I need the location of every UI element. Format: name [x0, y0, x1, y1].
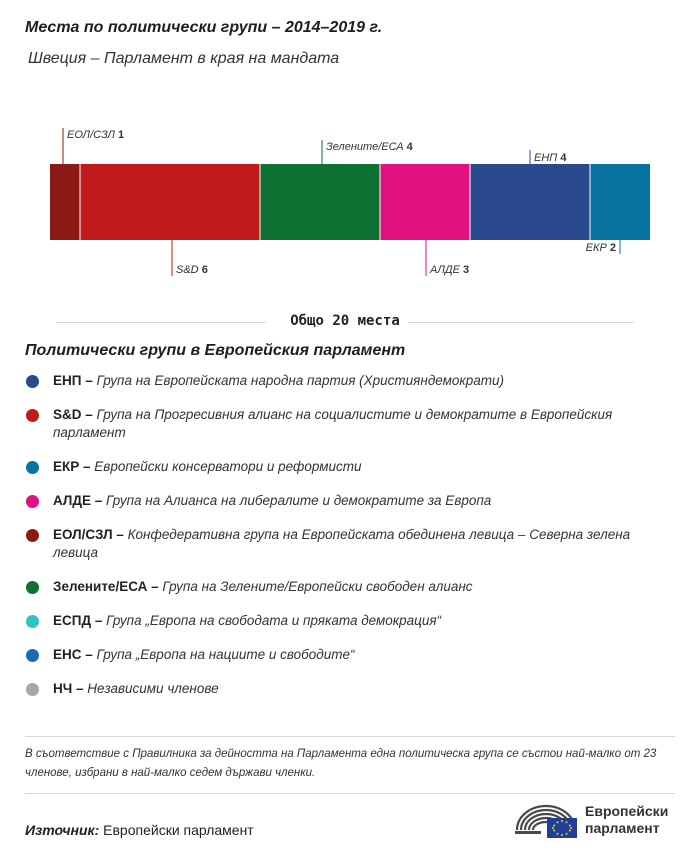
- segment-label-value: 3: [463, 264, 470, 276]
- footnote: В съответствие с Правилника за дейността на Парламента една политическа група се състои най-малко от 23 членове, избрани в най-малко седем държави членки.: [25, 748, 657, 779]
- segment-label-1: [176, 264, 208, 276]
- segment-label-name: ЕОЛ/СЗЛ: [67, 129, 118, 141]
- segment-label-0: [67, 129, 124, 141]
- bar-segment-5: [590, 164, 650, 240]
- legend-title: Политически групи в Европейския парламент: [25, 342, 406, 359]
- source-value: Европейски парламент: [103, 822, 254, 838]
- legend-description: Група на Европейската народна партия (Християндемократи): [96, 373, 505, 388]
- seat-bar-chart: [0, 120, 700, 290]
- segment-label-4: [534, 152, 567, 164]
- source: [25, 822, 254, 838]
- legend-color-dot: [26, 615, 39, 628]
- segment-label-value: 1: [117, 129, 125, 141]
- legend-item: [25, 526, 665, 562]
- legend-item: [25, 372, 665, 390]
- legend-abbr: ЕНП –: [53, 373, 97, 388]
- legend-color-dot: [26, 461, 39, 474]
- logo-line-1: Европейски: [585, 803, 669, 819]
- legend-item: [25, 492, 665, 510]
- legend-abbr: НЧ –: [53, 681, 88, 696]
- segment-label-value: 6: [201, 264, 208, 276]
- european-parliament-logo: [513, 800, 683, 840]
- legend-item: [25, 680, 665, 698]
- legend-item: [25, 646, 665, 664]
- legend-color-dot: [26, 495, 39, 508]
- legend-description: Европейски консерватори и реформисти: [94, 459, 362, 474]
- legend-color-dot: [26, 375, 39, 388]
- legend-description: Група на Алианса на либералите и демократите за Европа: [106, 493, 492, 508]
- legend-description: Група „Европа на свободата и пряката демокрация“: [106, 613, 442, 628]
- segment-label-value: 4: [406, 141, 413, 153]
- segment-label-name: ЕКР: [585, 242, 610, 254]
- bar-segment-2: [260, 164, 380, 240]
- bar-segment-4: [470, 164, 590, 240]
- segment-label-value: 2: [609, 242, 616, 254]
- legend-item: [25, 458, 665, 476]
- legend-color-dot: [26, 409, 39, 422]
- legend: [25, 372, 665, 714]
- total-seats-label: Общо 20 места: [282, 313, 408, 329]
- legend-description: Конфедеративна група на Европейската обединена левица – Северна зелена левица: [53, 527, 631, 560]
- legend-item: [25, 578, 665, 596]
- legend-abbr: АЛДЕ –: [53, 493, 107, 508]
- segment-label-value: 4: [560, 152, 567, 164]
- legend-abbr: ЕКР –: [53, 459, 95, 474]
- footnote-box: [25, 736, 675, 794]
- legend-abbr: S&D –: [53, 407, 97, 422]
- segment-label-name: ЕНП: [534, 152, 561, 164]
- source-label: Източник:: [25, 822, 100, 838]
- legend-description: Независими членове: [87, 681, 219, 696]
- legend-item: [25, 406, 665, 442]
- chart-title: Места по политически групи – 2014–2019 г.: [25, 19, 383, 36]
- legend-abbr: ЕНС –: [53, 647, 97, 662]
- logo-line-2: парламент: [585, 820, 660, 836]
- bar-segment-3: [380, 164, 470, 240]
- total-seats: [56, 312, 634, 332]
- legend-color-dot: [26, 581, 39, 594]
- segment-label-name: Зелените/ЕСА: [326, 141, 407, 153]
- segment-label-name: АЛДЕ: [430, 264, 464, 276]
- legend-abbr: ЕОЛ/СЗЛ –: [53, 527, 128, 542]
- legend-abbr: ЕСПД –: [53, 613, 107, 628]
- segment-label-5: [586, 242, 616, 254]
- legend-item: [25, 612, 665, 630]
- legend-description: Група на Зелените/Европейски свободен алианс: [162, 579, 473, 594]
- parliament-hemicycle-icon: [513, 802, 579, 838]
- legend-color-dot: [26, 529, 39, 542]
- bar-segment-0: [50, 164, 80, 240]
- legend-color-dot: [26, 649, 39, 662]
- legend-description: Група „Европа на нациите и свободите“: [96, 647, 355, 662]
- legend-abbr: Зелените/ЕСА –: [53, 579, 163, 594]
- legend-color-dot: [26, 683, 39, 696]
- chart-subtitle: Швеция – Парламент в края на мандата: [28, 50, 340, 67]
- segment-label-3: [429, 264, 469, 276]
- bar-segment-1: [80, 164, 260, 240]
- segment-label-2: [326, 141, 414, 153]
- legend-description: Група на Прогресивния алианс на социалистите и демократите в Европейския парламент: [53, 407, 613, 440]
- segment-label-name: S&D: [176, 264, 202, 276]
